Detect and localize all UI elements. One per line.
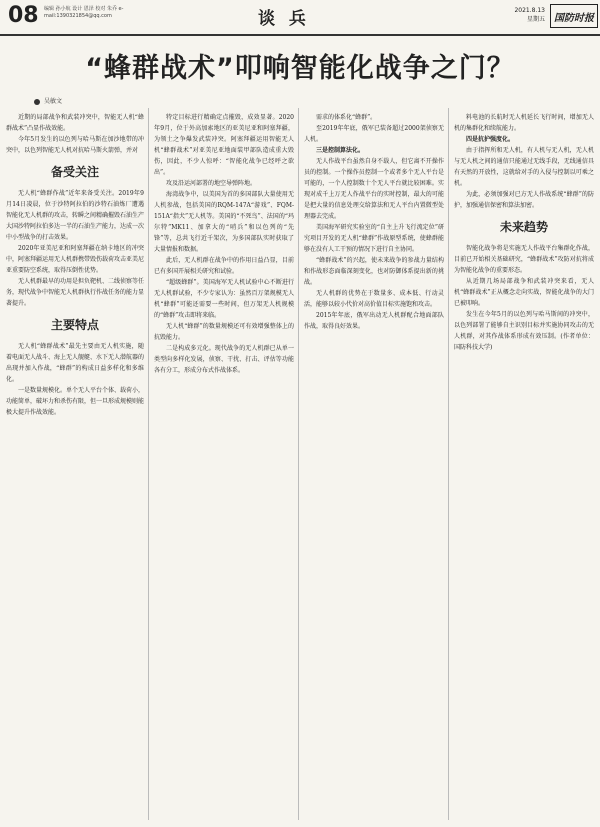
paragraph: 至2019年年底，俄军已装备超过2000架侦察无人机。 xyxy=(304,125,444,143)
subhead-attention: 备受关注 xyxy=(50,165,99,179)
paragraph: 海湾战争中，以美国为首的多国部队大量使用无人机参战，包括美国的RQM-147A“游戏”、FQM-151A“指犬”无人机等。美国的“不死鸟”、法国的“玛尔特”MK11、加拿大的“哨兵”和以色列的“先锋”等，总共飞行近千架次，为多国部队实时获取了大量情报和数据。 xyxy=(154,191,294,253)
paragraph: 攻及沿运河部署的地空导弹阵地。 xyxy=(166,180,257,187)
column-divider xyxy=(148,108,149,820)
paragraph: 料电池的长航时无人机延长飞行时间，增加无人机的集群化和续航能力。 xyxy=(454,114,594,132)
paragraph: 无人机群最早的功用是担负靶机、二线侦察等任务，现代战争中智能无人机群执行作战任务的能力显著提升。 xyxy=(6,278,144,307)
paragraph: 发生在今年5月的以色列与哈马斯间的冲突中，以色列部署了能够自主识别目标并实施协同攻击的无人机群，对其作战体系形成有效压制。(作者单位：国防科技大学) xyxy=(454,311,594,351)
paragraph: 需求的体系化“蜂群”。 xyxy=(316,114,377,121)
paragraph: 由于指挥所和无人机，有人机与无人机，无人机与无人机之间的通信只能通过无线手段，无线通信具有天然的开放性，这就给对手的入侵与控制以可乘之机。 xyxy=(454,147,594,187)
paragraph: 无人作战平台虽然自身不载人，但它离不开操作员的控制。一个操作员控制一个或者多个无人平台是可能的，一个人控制数十个无人平台就比较困难。实现对成千上万无人作战平台的实时控制，最大的可能是把大量的信息处理交给算法和无人平台内置微型处理器去完成。 xyxy=(304,158,444,220)
paragraph: 今年5月发生的以色列与哈马斯在加沙地带的冲突中，以色列智能无人机对抗哈马斯火箭弹，并对 xyxy=(6,136,144,154)
page-number: 08 xyxy=(8,3,39,28)
paragraph: “蜂群战术”的兴起，使未来战争的参战力量结构和作战形态面临深刻变化，也对防御体系提出新的挑战。 xyxy=(304,257,444,286)
paragraph: 无人机“蜂群战术”最先主要由无人机实施，随着电面无人战斗、海上无人舰艇、水下无人潜航器的出现并加入作战，“蜂群”的构成日益多样化和多维化。 xyxy=(6,343,144,383)
paragraph: 2015年年底，俄军出动无人机群配合地面部队作战，取得良好效果。 xyxy=(304,312,444,330)
paragraph: 特定目标进行精确定点摧毁，成效显著。2020年9月，位于外高加索地区的亚美尼亚和阿塞拜疆，为领土之争爆发武装冲突。阿塞拜疆运用智能无人机“蜂群战术”对亚美尼亚地面装甲部队造成重大毁伤，因此，不少人惊呼：“智能化战争已经呼之欲出”。 xyxy=(154,114,294,176)
paragraph: 无人机“蜂群作战”近年来备受关注。2019年9月14日凌晨，位于沙特阿拉伯的沙特石油炼厂遭遇智能化无人机群的攻击，转瞬之间精确摧毁石油生产大国沙特阿拉伯多达一半的石油生产能力，达成一次中小型战争的打击效果。 xyxy=(6,190,144,241)
newspaper-logo: 国防时报 xyxy=(550,4,598,28)
byline-bullet-icon xyxy=(34,99,40,105)
editor-credits: 编辑 孙小航 设计 恩泽 校对 朱乔 e-mail:1390321854@qq.com xyxy=(44,6,124,19)
subhead-features: 主要特点 xyxy=(50,318,99,332)
paragraph: 此后，无人机群在战争中的作用日益凸显，目前已有多国开展相关研究和试验。 xyxy=(154,257,294,275)
paragraph: 智能化战争将是实施无人作战平台集群化作战，目前已开始相关基础研究，“蜂群战术”攻防对抗将成为智能化战争的重要形态。 xyxy=(454,245,594,274)
page-header xyxy=(0,0,600,36)
paragraph: “超级蜂群”。美国海军无人机试验中心不断进行无人机群试验，不少专家认为：虽然百万架规模无人机“蜂群”可能还需要一些时间，但万架无人机规模的“蜂群”攻击即将来临。 xyxy=(154,279,294,319)
column-divider xyxy=(298,108,299,820)
author-name: 吴敏文 xyxy=(44,98,63,105)
paragraph-lead: 四是抗护强度化。 xyxy=(466,136,515,143)
paragraph: 从近期几场局部战争和武装冲突来看，无人机“蜂群战术”正从概念走向实战，智能化战争的大门已被叩响。 xyxy=(454,278,594,307)
article-column-4 xyxy=(454,112,594,822)
paragraph: 为此，必须加强对已方无人作战系统“蜂群”的防护，加强通信保密和算法加密。 xyxy=(454,191,594,209)
weekday-text: 星期五 xyxy=(526,16,545,23)
section-title: 谈 兵 xyxy=(258,9,310,29)
paragraph: 2020年亚美尼亚和阿塞拜疆在纳卡地区的冲突中，阿塞拜疆运用无人机群携带毁伤载荷攻击亚美尼亚重要防空系统，取得压倒性优势。 xyxy=(6,245,144,274)
article-column-3 xyxy=(304,112,444,822)
paragraph-lead: 三是控制算法化。 xyxy=(316,147,365,154)
paragraph: 一是数量规模化。单个无人平台个体、载荷小，功能简单，破坏力和杀伤有限，但一旦形成规模则能极大提升作战效能。 xyxy=(6,387,144,416)
article-column-1 xyxy=(6,112,144,822)
issue-date xyxy=(495,6,545,24)
byline xyxy=(34,96,62,105)
paragraph: 二是构成多元化。现代战争的无人机群已从单一类型向多样化发展，侦察、干扰、打击、评估等功能各有分工，形成分布式作战体系。 xyxy=(154,345,294,374)
subhead-trends: 未来趋势 xyxy=(499,220,548,234)
date-text: 2021.8.13 xyxy=(514,7,545,14)
article-headline: “蜂群战术”叩响智能化战争之门？ xyxy=(85,53,515,84)
paragraph: 美国海军研究实验室的“自主上升飞行流定位”研究项目开发的无人机“蜂群”作战原型系统，使蜂群能够在没有人工干预的情况下进行自主协同。 xyxy=(304,224,444,253)
paragraph: 近期的局部战争和武装冲突中，智能无人机“蜂群战术”凸显作战效能。 xyxy=(6,114,144,132)
column-divider xyxy=(448,108,449,820)
article-column-2 xyxy=(154,112,294,822)
paragraph: 无人机群的优势在于数量多、成本低、行动灵活，能够以较小代价对高价值目标实施饱和攻击。 xyxy=(304,290,444,308)
paragraph: 无人机“蜂群”的数量规模还可有效增强整体上的抗毁能力。 xyxy=(154,323,294,341)
